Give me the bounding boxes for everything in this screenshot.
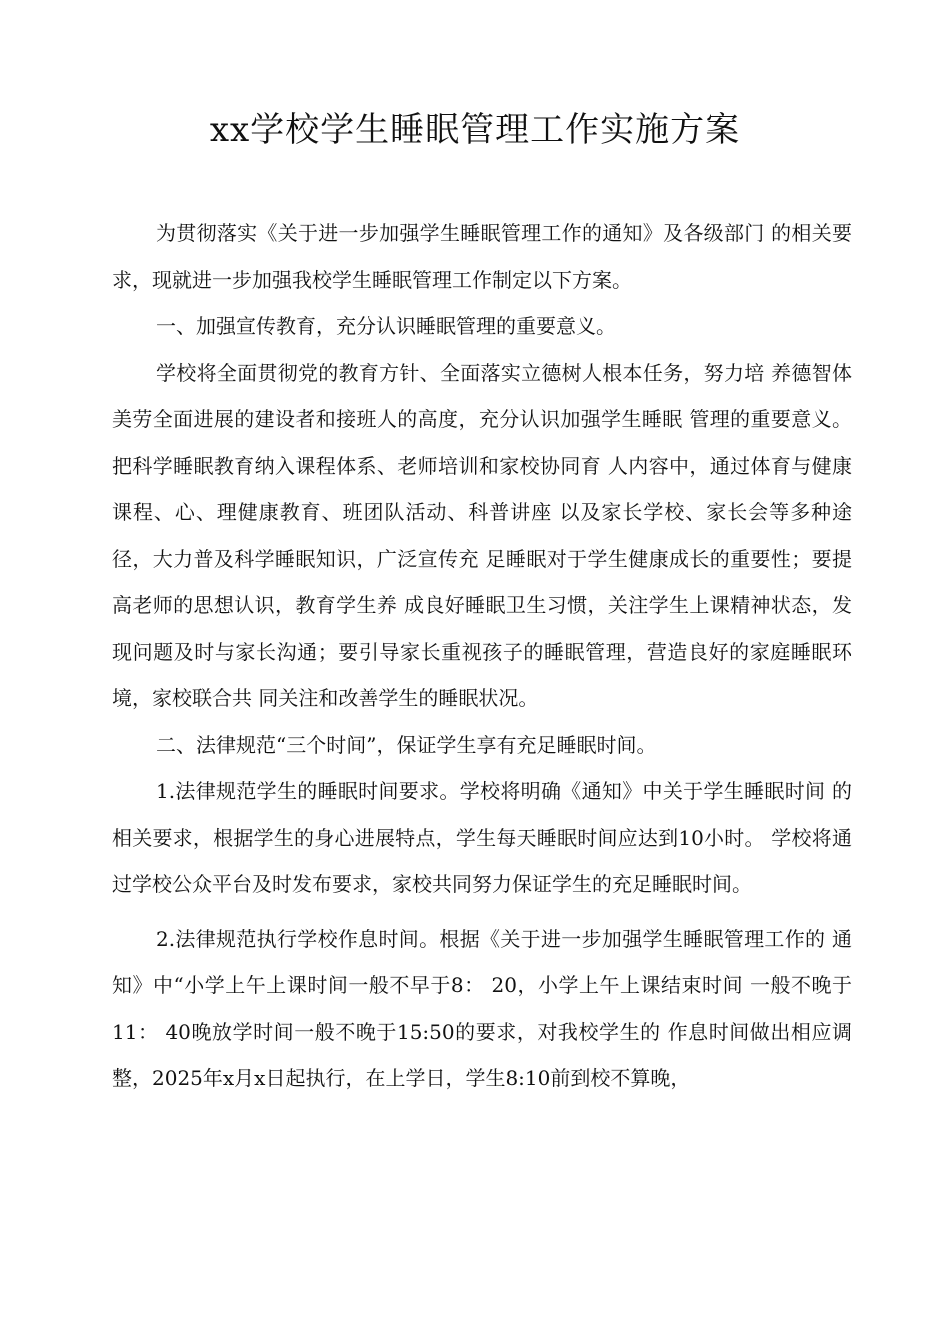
section-heading-1: 一、加强宣传教育，充分认识睡眠管理的重要意义。 [156, 314, 616, 338]
section-heading-2: 二、法律规范“三个时间”，保证学生享有充足睡眠时间。 [156, 732, 657, 757]
document-body [112, 210, 852, 1102]
paragraph-item-2: 2.法律规范执行学校作息时间。根据《关于进一步加强学生睡眠管理工作的 通知》中“小学上午上课时间一般不早于8： 20，小学上午上课结束时间 一般不晚于11： 40晚放学时间一般不晚于15:50的要求，对我校学生的 作息时间做出相应调整，2025年x月x日起执行，在上学日，学生8:10前到校不算晚， [112, 926, 852, 1090]
paragraph-intro: 为贯彻落实《关于进一步加强学生睡眠管理工作的通知》及各级部门 的相关要求，现就进一步加强我校学生睡眠管理工作制定以下方案。 [112, 221, 852, 292]
document-title: xx学校学生睡眠管理工作实施方案 [209, 110, 741, 150]
paragraph-section-1: 学校将全面贯彻党的教育方针、全面落实立德树人根本任务，努力培 养德智体美劳全面进展的建设者和接班人的高度，充分认识加强学生睡眠 管理的重要意义。把科学睡眠教育纳入课程体系、老师培训和家校协同育 人内容中，通过体育与健康课程、心、理健康教育、班团队活动、科普讲座 以及家长学校、家长会等多种途径，大力普及科学睡眠知识，广泛宣传充 足睡眠对于学生健康成长的重要性；要提高老师的思想认识，教育学生养 成良好睡眠卫生习惯，关注学生上课精神状态，发现问题及时与家长沟通；要引导家长重视孩子的睡眠管理，营造良好的家庭睡眠环境，家校联合共 同关注和改善学生的睡眠状况。 [112, 360, 852, 710]
paragraph-item-1: 1.法律规范学生的睡眠时间要求。学校将明确《通知》中关于学生睡眠时间 的相关要求，根据学生的身心进展特点，学生每天睡眠时间应达到10小时。 学校将通过学校公众平台及时发布要求，家校共同努力保证学生的充足睡眠时间。 [112, 779, 852, 896]
